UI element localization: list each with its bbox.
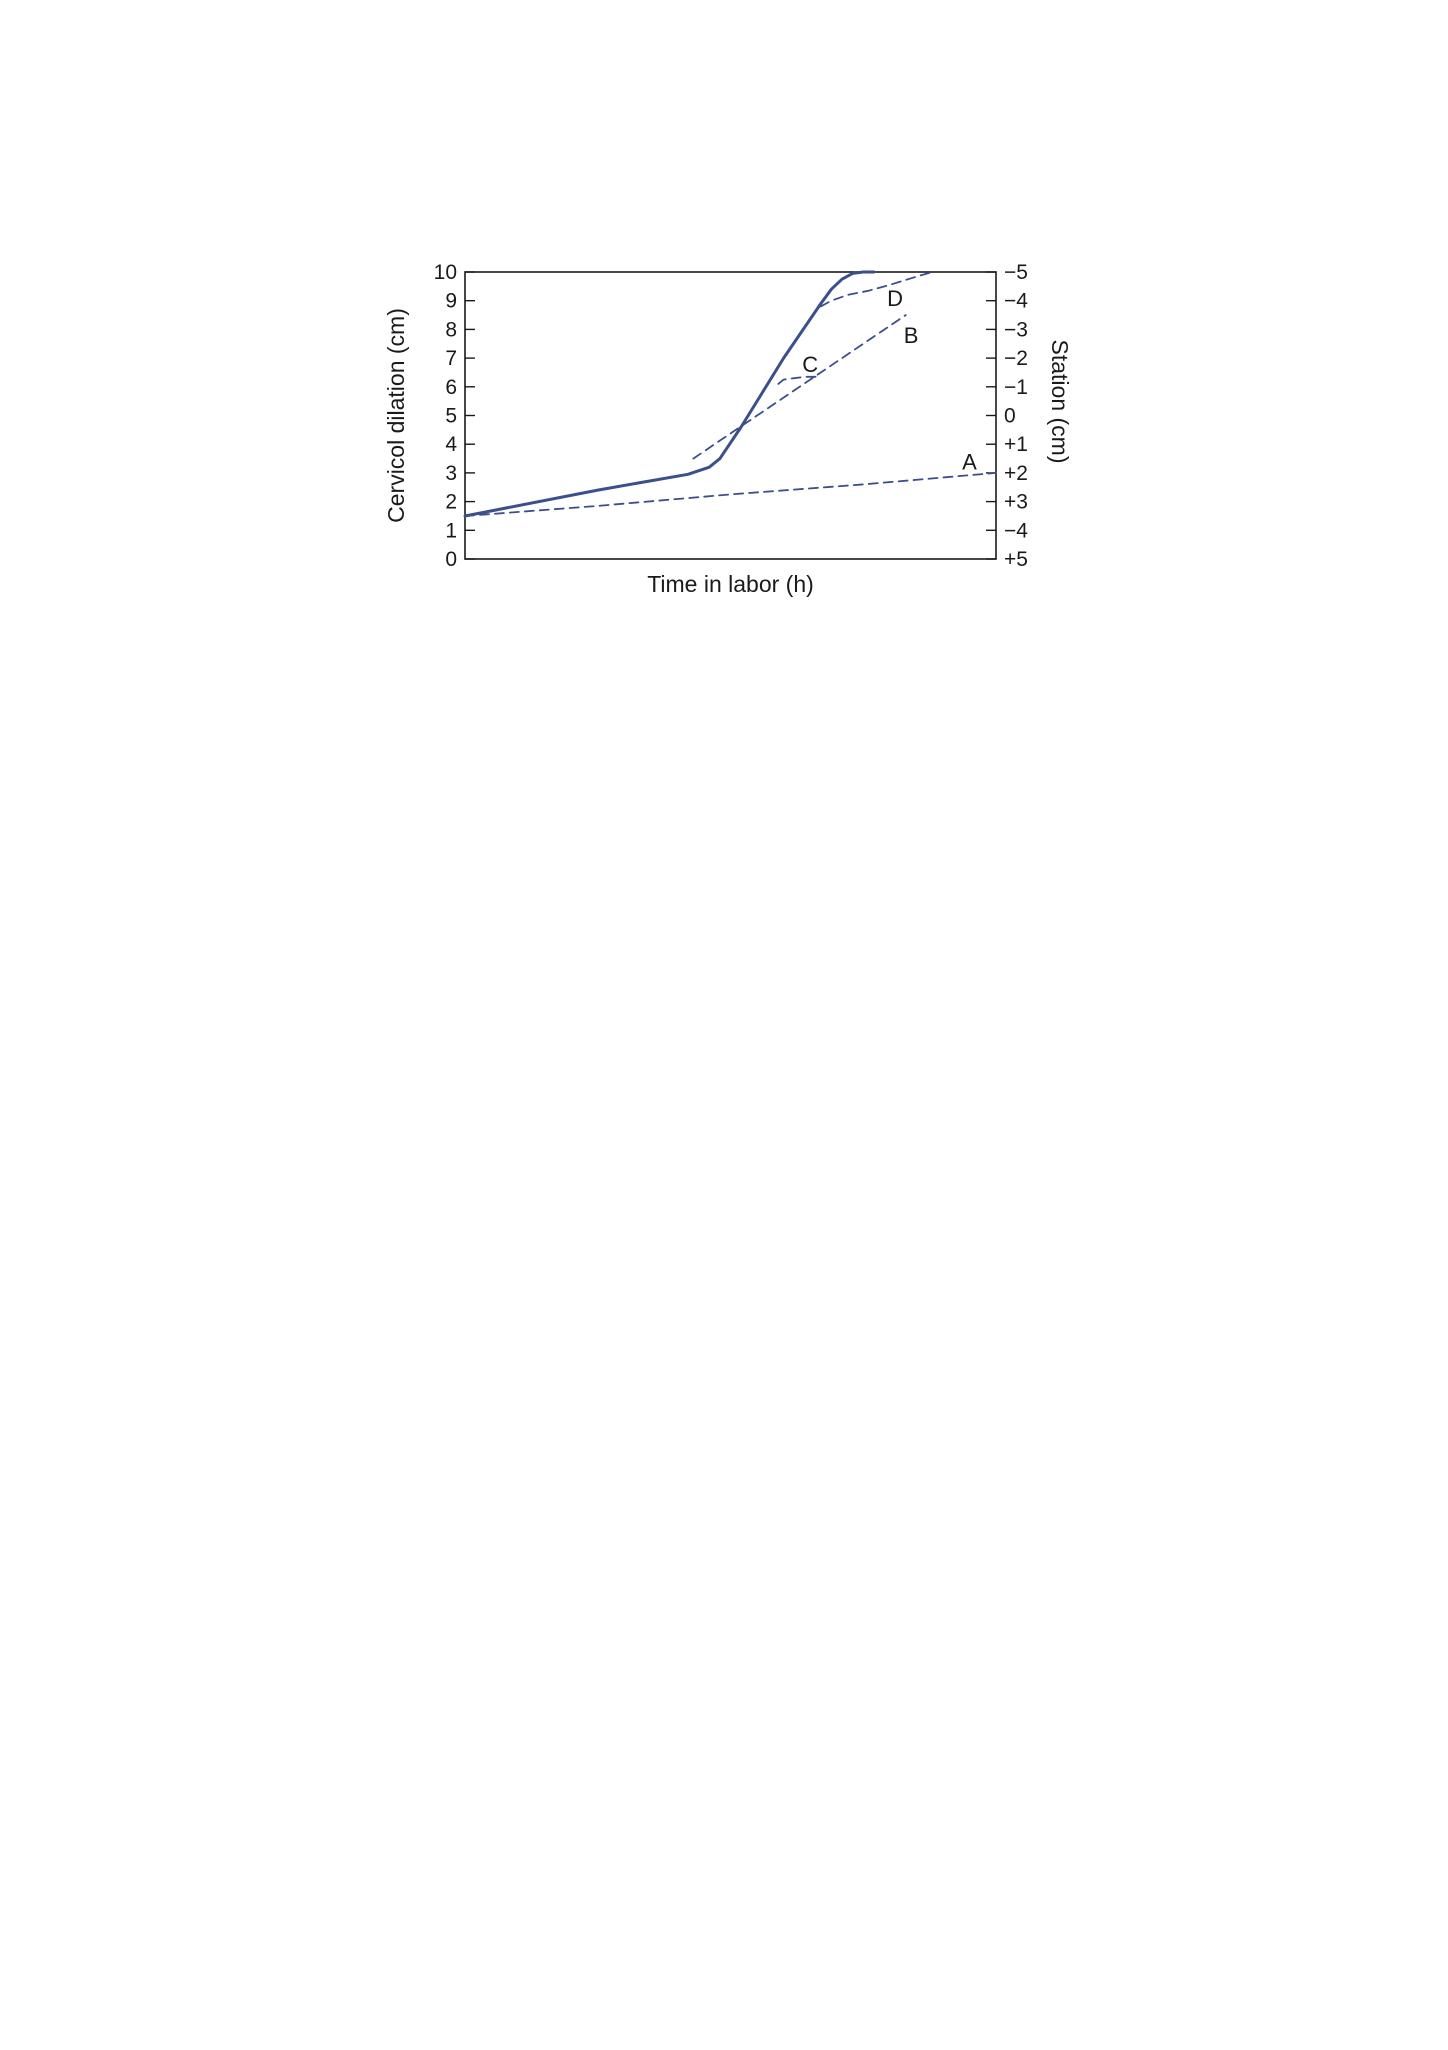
series-line-1 [465,272,874,516]
y2-tick-label: −1 [1004,375,1028,399]
y-tick-label: 6 [445,375,457,399]
y2-tick-label: +1 [1004,433,1028,457]
y-axis-label: Cervicol dilation (cm) [383,308,409,523]
y-tick-label: 9 [445,289,457,313]
series-line-2 [465,473,996,516]
y-tick-label: 10 [433,261,457,284]
y2-axis-label: Station (cm) [1047,339,1073,464]
series-layer [465,272,996,516]
y-tick-label: 7 [445,347,457,371]
y2-tick-label: −4 [1004,519,1028,543]
annotation-label: C [802,351,819,377]
y-tick-label: 5 [445,404,457,428]
y2-tick-label: −4 [1004,289,1028,313]
y-axis-left [434,261,475,571]
annotation-label: D [887,285,904,311]
x-axis-label: Time in labor (h) [647,571,814,597]
y-tick-label: 1 [445,519,457,543]
y-tick-label: 4 [445,433,457,457]
annotation-label: B [903,323,919,349]
y2-tick-label: +2 [1004,461,1028,485]
y-tick-label: 0 [445,548,457,571]
y-tick-label: 3 [445,461,457,485]
y2-tick-label: +3 [1004,490,1028,514]
y2-tick-label: +5 [1004,548,1028,571]
series-line-5 [821,272,933,306]
y2-tick-label: −5 [1004,261,1028,284]
y2-tick-label: 0 [1004,404,1016,428]
annotation-label: A [962,449,977,475]
y-tick-label: 2 [445,490,457,514]
plot-area-frame [465,272,996,559]
y2-tick-label: −3 [1004,318,1028,342]
y2-tick-label: −2 [1004,347,1028,371]
annotations [802,286,977,475]
series-line-4 [778,377,821,384]
y-tick-label: 8 [445,318,457,342]
y-axis-right [986,261,1028,571]
